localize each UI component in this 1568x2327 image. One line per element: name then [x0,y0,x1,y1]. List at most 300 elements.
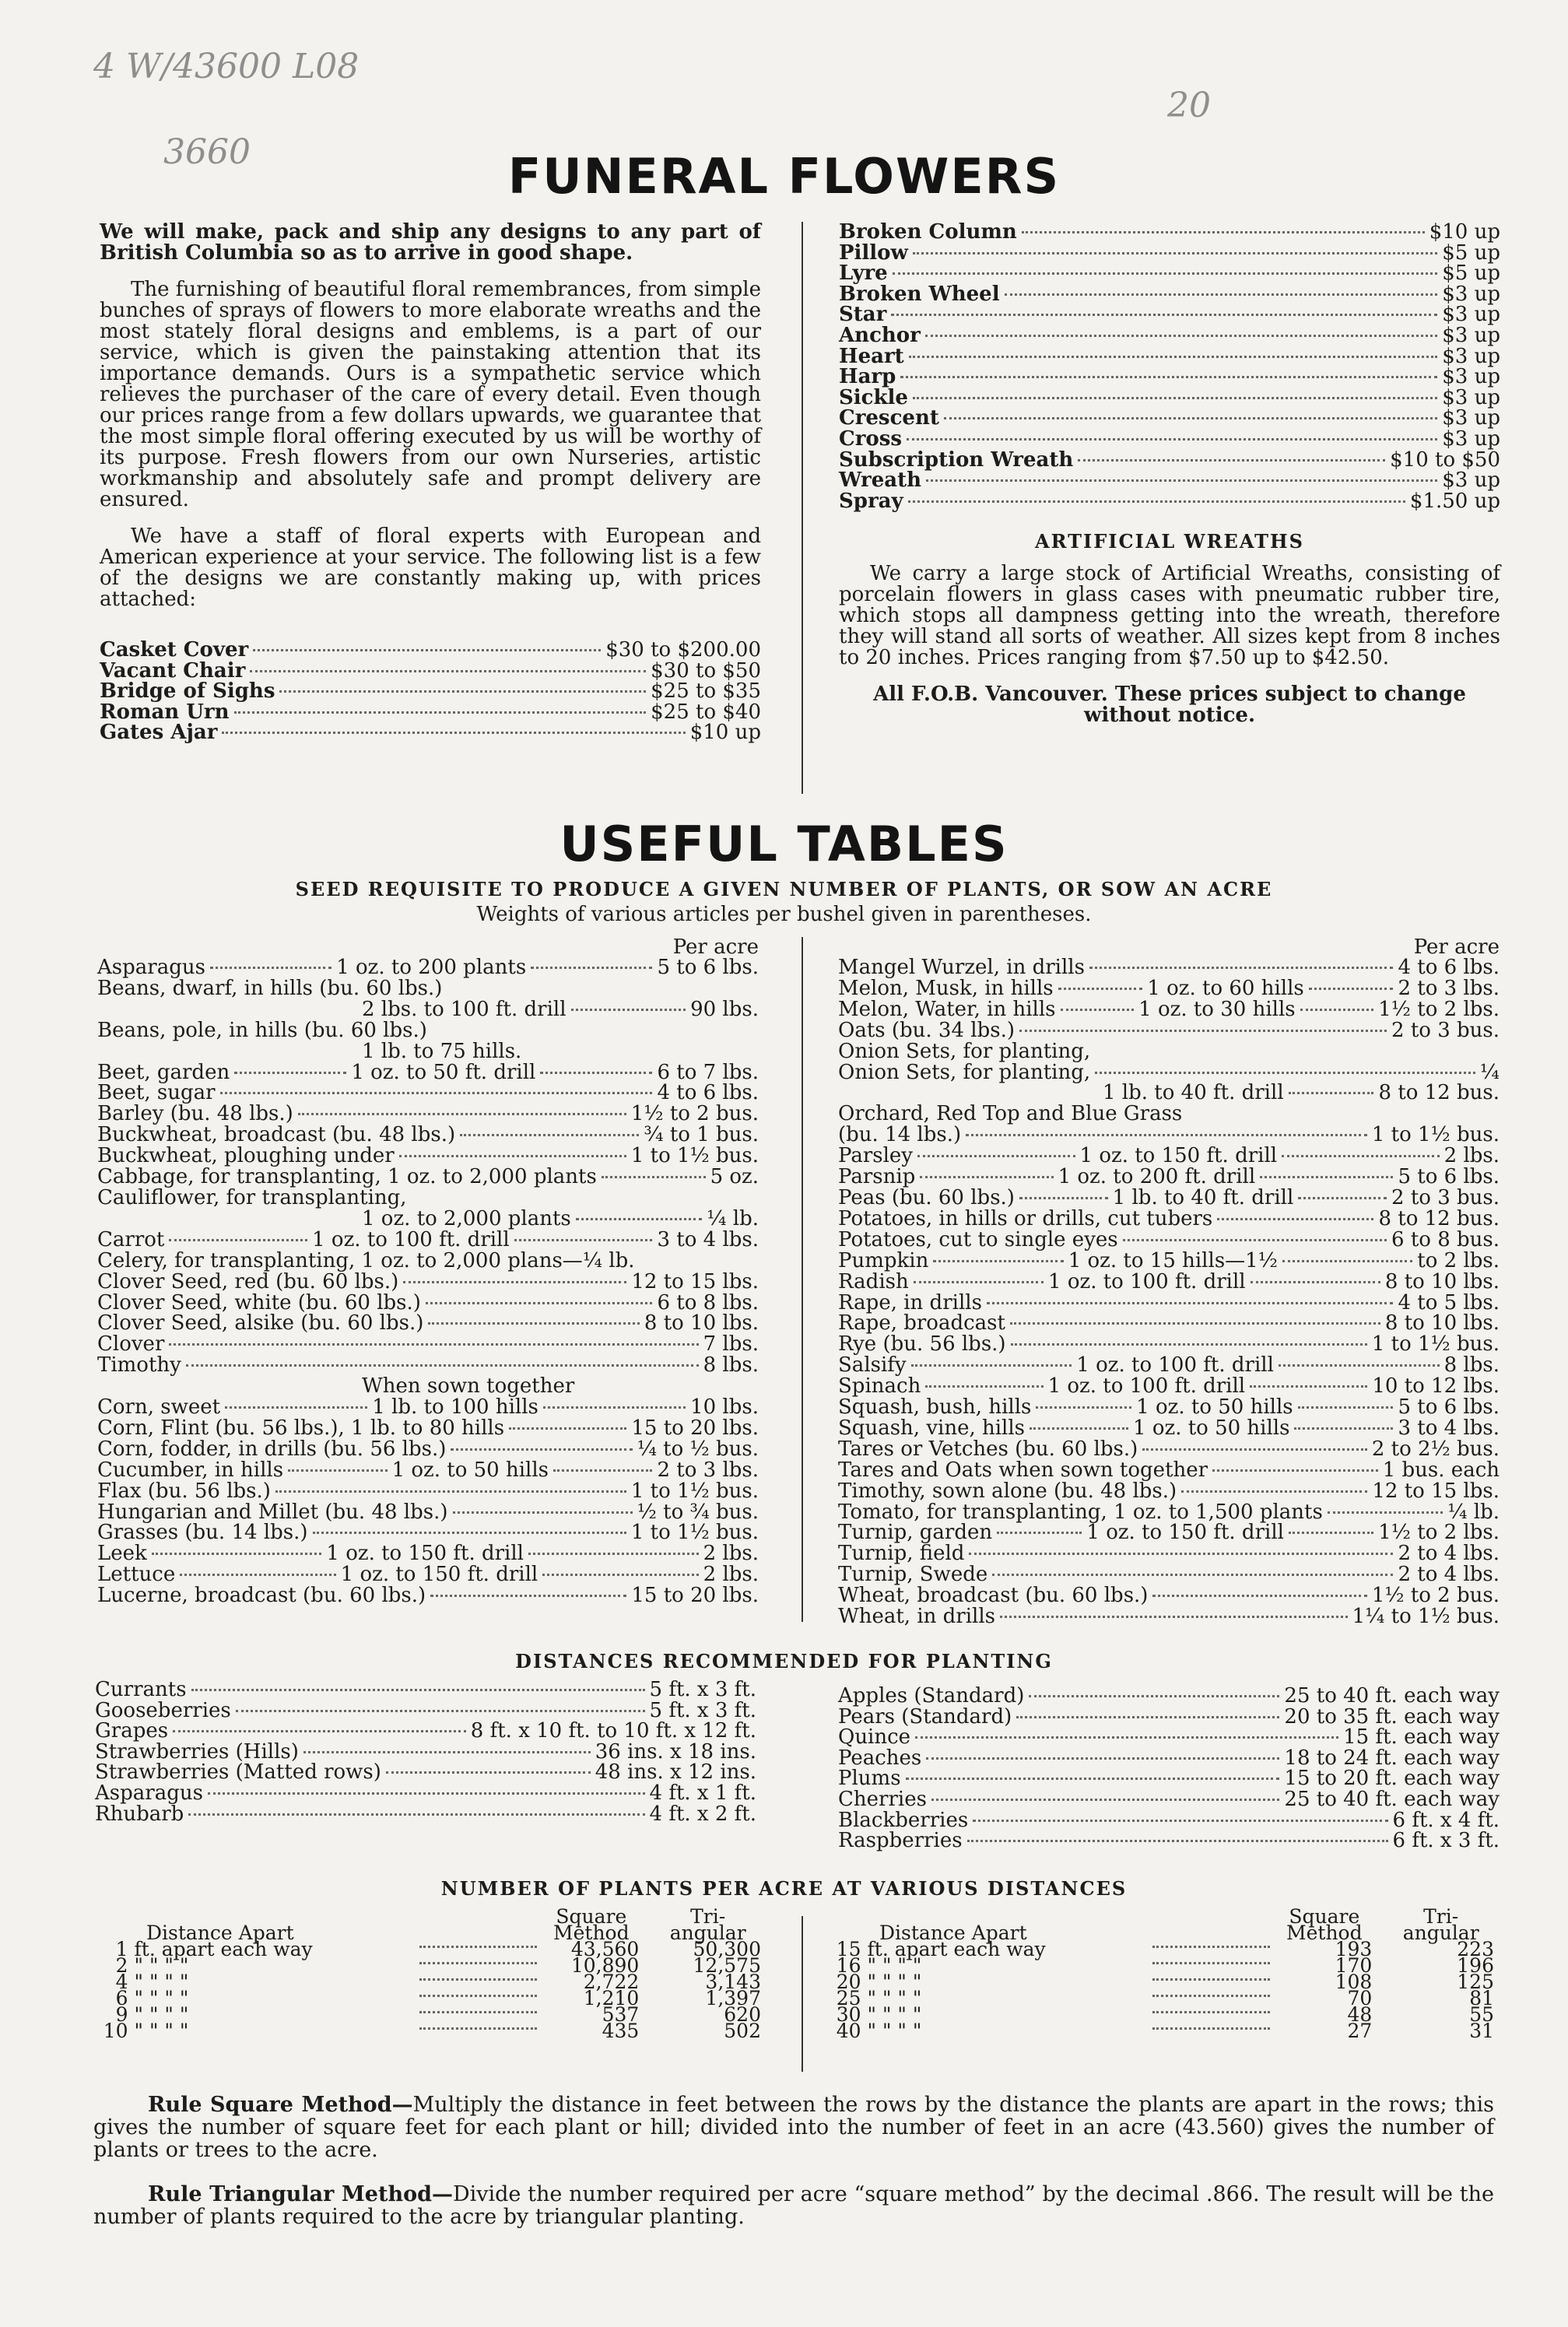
plant-name: Rhubarb [95,1802,184,1826]
leader-dots [1294,1427,1393,1430]
seed-name: Rape, in drills [838,1290,982,1314]
design-name: Anchor [839,323,921,347]
seed-amount: 6 to 8 lbs. [657,1290,759,1314]
seed-row [838,1125,1500,1146]
design-price: $5 up [1442,261,1500,286]
pencil-note: 4 W/43600 L08 [93,47,360,86]
leader-dots [1029,1695,1279,1697]
leader-dots [908,500,1405,503]
seed-row [97,1269,759,1293]
triangular-value: 620 [724,2003,761,2026]
distance-label: ft. apart each way [867,1938,1046,1960]
leader-dots [250,670,646,672]
seed-name: Asparagus [97,956,205,979]
design-name: Broken Column [839,220,1017,244]
column-divider [802,222,803,794]
leader-dots [1152,1994,1271,1997]
table-header-row [833,1908,1494,1941]
seed-amount: 8 lbs. [1443,1353,1500,1378]
leader-cell [413,1941,544,1957]
distance-label: " " " " [134,1987,189,2009]
distance-feet: 25 [836,1987,861,2009]
leader-dots [1279,1364,1440,1367]
seed-rows-right [838,957,1500,1627]
leader-dots [933,1260,1063,1262]
leader-dots [1152,2010,1271,2013]
rule-text: Divide the number required per acre “square method” by the decimal .866. The result will be the number of plants required to the acre by triangular planting. [93,2182,1494,2229]
seed-amount: 1 to 1½ bus. [630,1144,759,1168]
seed-amount: 2 to 4 lbs. [1398,1542,1500,1566]
leader-cell [1146,1990,1277,2006]
seed-amount: 2 lbs. [1443,1144,1500,1168]
plant-name: Pears (Standard) [838,1704,1012,1729]
price-row [100,658,761,683]
seed-amount: 4 to 6 lbs. [657,1081,759,1105]
distance-label: " " " " [867,1971,922,1993]
leader-cell [413,1957,544,1974]
seed-amount: 10 to 12 lbs. [1372,1374,1500,1399]
seed-amount: 1½ to 2 bus. [1371,1584,1500,1608]
seed-row [97,1481,759,1502]
seed-name: Clover [97,1332,165,1357]
spacing-value: 5 ft. x 3 ft. [649,1678,756,1701]
leader-dots [1030,1427,1128,1430]
leader-dots [1005,293,1438,296]
leader-dots [1282,1260,1412,1262]
design-price: $25 to $40 [651,700,761,724]
seed-name: Mangel Wurzel, in drills [838,956,1085,979]
leader-dots [1095,1072,1475,1074]
seed-row [97,1355,759,1376]
spacing-value: 25 to 40 ft. each way [1284,1787,1500,1811]
seed-rate: 1 oz. to 30 hills [1138,997,1296,1021]
distance-feet: 4 [115,1971,128,1993]
leader-dots [543,1406,686,1409]
leader-dots [1212,1469,1378,1472]
seed-name: Grasses (bu. 14 lbs.) [97,1521,308,1545]
seed-name: Barley (bu. 48 lbs.) [97,1102,293,1126]
design-price: $3 up [1442,323,1500,347]
seed-row [97,1502,759,1523]
seed-amount: 2 to 3 lbs. [1398,976,1500,1000]
seed-name: Orchard, Red Top and Blue Grass [838,1102,1183,1126]
leader-dots [602,1176,706,1178]
seed-amount: 1 to 1½ bus. [630,1479,759,1503]
spacing-value: 15 ft. each way [1343,1725,1500,1750]
price-row [100,722,761,743]
seed-name: Onion Sets, for planting, [838,1039,1091,1063]
seed-row [838,1248,1500,1272]
seed-amount: 6 to 7 lbs. [657,1060,759,1084]
seed-amount: 8 to 12 bus. [1378,1206,1500,1230]
leader-dots [917,1155,1075,1157]
seed-row [838,1355,1500,1376]
distance-feet: 40 [836,2020,861,2042]
table-row [100,1990,761,2006]
leader-dots [1016,1716,1279,1718]
seed-name: Melon, Musk, in hills [838,976,1054,1000]
seed-amount: 1½ to 2 bus. [630,1102,759,1126]
leader-dots [540,1072,652,1074]
leader-dots [893,272,1438,275]
seed-amount: 5 to 6 lbs. [1398,1165,1500,1189]
seed-name: Salsify [838,1353,907,1378]
seed-rate: 1 oz. to 150 ft. drill [1086,1521,1284,1545]
distance-feet: 2 [115,1954,128,1977]
seed-name: Tares or Vetches (bu. 60 lbs.) [838,1437,1138,1461]
price-row [100,681,761,702]
table-row [100,1941,761,1957]
plant-name: Grapes [95,1719,169,1743]
leader-cell [413,2023,544,2039]
leader-dots [1019,1030,1387,1032]
seed-row [97,1460,759,1481]
leader-dots [1011,1343,1367,1346]
leader-dots [913,252,1437,254]
design-name: Roman Urn [100,700,230,724]
leader-dots [973,1820,1387,1822]
seed-rate: When sown together [362,1374,575,1399]
pencil-note: 3660 [163,132,251,172]
spacing-value: 8 ft. x 10 ft. to 10 ft. x 12 ft. [470,1719,756,1743]
seed-row [97,1397,759,1418]
square-value: 43,560 [570,1938,640,1960]
leader-dots [403,1281,626,1283]
leader-dots [222,732,685,734]
leader-dots [1152,1961,1271,1964]
plant-name: Plums [838,1767,901,1791]
leader-dots [298,1113,626,1115]
seed-row [97,1585,759,1606]
leader-dots [253,649,601,651]
leader-dots [1019,1197,1108,1199]
seed-row [838,1606,1500,1627]
design-price: $5 up [1442,240,1500,265]
seed-amount: 8 to 12 bus. [1378,1081,1500,1105]
seed-amount: 5 to 6 lbs. [657,956,759,979]
seed-name: Corn, fodder, in drills (bu. 56 lbs.) [97,1437,447,1461]
price-row [839,408,1500,429]
distance-feet: 16 [836,1954,861,1977]
table-row [833,1941,1494,1957]
design-price: $3 up [1442,303,1500,327]
distance-rows-left [95,1679,756,1824]
leader-dots [906,1778,1280,1780]
leader-dots [907,438,1437,440]
plant-name: Strawberries (Hills) [95,1739,299,1764]
distance-row [838,1727,1500,1748]
spacing-value: 5 ft. x 3 ft. [649,1698,756,1722]
seed-rate: 1 oz. to 50 hills [391,1458,549,1482]
leader-dots [234,1072,346,1074]
leader-dots [1000,1616,1348,1618]
triangular-value: 31 [1469,2020,1494,2042]
distance-row [95,1762,756,1783]
leader-cell [1146,1974,1277,1990]
design-price: $3 up [1442,426,1500,451]
seed-row [838,1269,1500,1293]
leader-dots [944,417,1437,419]
leader-dots [911,1364,1072,1367]
plant-name: Apples (Standard) [838,1684,1025,1708]
distance-row [838,1768,1500,1789]
square-value: 170 [1335,1954,1373,1977]
design-name: Bridge of Sighs [100,679,275,704]
leader-dots [969,1553,1393,1555]
seed-rate: 1 oz. to 50 hills [1136,1395,1293,1420]
leader-dots [931,1799,1279,1801]
seed-subheading: Weights of various articles per bushel given in parentheses. [476,903,1092,926]
plant-name: Gooseberries [95,1698,231,1722]
seed-amount: 12 to 15 lbs. [1372,1479,1500,1503]
seed-rate: 1 lb. to 40 ft. drill [1103,1081,1284,1105]
distance-feet: 15 [836,1938,861,1960]
seed-name: Lettuce [97,1563,176,1587]
leader-dots [210,967,331,969]
seed-row [838,1585,1500,1606]
funeral-right-column [839,222,1500,742]
design-name: Subscription Wreath [839,447,1074,472]
price-row [839,426,1500,451]
plant-name: Asparagus [95,1781,203,1805]
seed-name: Parsley [838,1144,913,1168]
leader-dots [1289,1532,1373,1534]
leader-dots [509,1427,626,1430]
leader-dots [169,1343,698,1346]
square-value: 10,890 [570,1954,640,1977]
seed-row [97,1334,759,1355]
leader-dots [900,376,1437,378]
per-acre-label: Per acre [672,935,759,959]
price-row [839,304,1500,325]
leader-dots [152,1553,322,1555]
seed-row [97,1125,759,1146]
seed-amount: 2 to 3 lbs. [657,1458,759,1482]
triangular-value: 81 [1469,1987,1494,2009]
design-name: Pillow [839,240,908,265]
leader-dots [453,1511,633,1514]
price-row [839,367,1500,388]
distance-row [838,1686,1500,1707]
design-name: Star [839,303,887,327]
plants-table-left [100,1905,769,2042]
seed-row [97,1185,759,1209]
design-name: Casket Cover [100,638,249,662]
seed-name: Hungarian and Millet (bu. 48 lbs.) [97,1500,448,1524]
seed-name: Carrot [97,1227,165,1251]
design-price: $30 to $50 [651,658,761,683]
seed-row [97,1104,759,1125]
leader-dots [514,1239,653,1241]
plant-name: Peaches [838,1746,922,1770]
leader-dots [925,335,1437,337]
seed-name: Onion Sets, for planting, [838,1060,1091,1084]
distance-row [95,1783,756,1804]
leader-dots [913,397,1437,399]
design-price: $30 to $200.00 [605,638,761,662]
plants-table-right [833,1905,1502,2042]
seed-name: Tares and Oats when sown together [838,1458,1208,1482]
leader-dots [419,1978,538,1981]
rule-square-method [93,2094,1494,2161]
seed-amount: 1 bus. each [1382,1458,1500,1482]
price-row [839,222,1500,243]
seed-row [838,1062,1500,1083]
spacing-value: 25 to 40 ft. each way [1284,1684,1500,1708]
seed-row [97,1290,759,1314]
leader-cell [413,1990,544,2006]
seed-name: Beans, pole, in hills (bu. 60 lbs.) [97,1018,427,1042]
triangular-value: 502 [724,2020,761,2042]
distance-feet: 1 [115,1938,128,1960]
leader-dots [460,1134,639,1136]
leader-dots [1142,1448,1367,1451]
seed-row [97,1439,759,1460]
leader-dots [419,1961,538,1964]
seed-name: Wheat, in drills [838,1605,996,1629]
seed-rate: 1 oz. to 100 ft. drill [1076,1353,1274,1378]
seed-name: Buckwheat, ploughing under [97,1144,395,1168]
distance-feet: 6 [115,1987,128,2009]
seed-row [838,1418,1500,1439]
spacing-value: 36 ins. x 18 ins. [595,1739,756,1764]
distance-row [838,1748,1500,1769]
plants-table [100,1905,761,2042]
seed-row [838,1104,1500,1125]
leader-dots [1282,1155,1440,1157]
seed-row [97,957,759,978]
distance-row [95,1721,756,1742]
seed-row [838,1481,1500,1502]
design-price-list-right [839,222,1500,511]
seed-amount: 15 to 20 lbs. [631,1584,759,1608]
spacing-value: 15 to 20 ft. each way [1284,1767,1500,1791]
leader-dots [997,1532,1082,1534]
price-row [839,491,1500,512]
leader-dots [571,1009,686,1011]
leader-dots [1022,231,1425,233]
spacing-value: 4 ft. x 2 ft. [649,1802,756,1826]
design-price: $10 up [1429,220,1500,244]
leader-dots [914,1281,1044,1283]
artificial-wreaths-text: We carry a large stock of Artificial Wreaths, consisting of porcelain flowers in glass cases with pneumatic rubber tire, which stops all dampness getting into the wreath, therefore they will stand all sorts of weather. All sizes kept from 8 inches to 20 inches. Prices ranging from $7.50 up to $42.50. [839,562,1500,670]
seed-amount: 2 lbs. [703,1563,759,1587]
seed-name: Squash, vine, hills [838,1416,1026,1440]
leader-dots [992,1574,1393,1576]
seed-amount: 1½ to 2 lbs. [1378,997,1500,1021]
distance-label: " " " " [134,2020,189,2042]
leader-dots [1300,1009,1374,1011]
leader-dots [234,711,647,714]
triangular-value: 55 [1469,2003,1494,2026]
seed-row [838,1397,1500,1418]
leader-dots [1298,1406,1394,1409]
seed-name: Timothy [97,1353,181,1378]
seed-name: Cucumber, in hills [97,1458,284,1482]
design-name: Lyre [839,261,888,286]
seed-name: Leek [97,1542,147,1566]
seed-name: Corn, sweet [97,1395,221,1420]
leader-dots [313,1532,626,1534]
seed-row [838,1543,1500,1564]
seed-amount: 2 to 3 bus. [1391,1018,1500,1042]
table-row [100,1974,761,1990]
design-price: $3 up [1442,365,1500,389]
seed-name: Celery, for transplanting, 1 oz. to 2,000 plans—¼ lb. [97,1248,635,1272]
table-header-row [100,1908,761,1941]
distance-apart-header: Distance Apart [146,1922,294,1944]
leader-dots [891,314,1437,316]
seed-row [838,1146,1500,1167]
seed-rate: 1 oz. to 150 ft. drill [340,1563,538,1587]
plants-per-acre-heading: NUMBER OF PLANTS PER ACRE AT VARIOUS DISTANCES [440,1877,1128,1900]
seed-row [838,1313,1500,1334]
seed-name: Rye (bu. 56 lbs.) [838,1332,1006,1357]
triangular-value: 12,575 [693,1954,761,1977]
leader-cell [413,2006,544,2023]
distances-left [95,1679,756,1824]
price-row [839,240,1500,265]
seed-table-left [97,937,759,1606]
design-price: $3 up [1442,469,1500,493]
seed-row [838,1460,1500,1481]
seed-amount: 2 to 3 bus. [1391,1185,1500,1209]
distance-feet: 20 [836,1971,861,1993]
design-price: $3 up [1442,344,1500,368]
price-row [839,263,1500,284]
seed-table-right [838,937,1500,1627]
leader-dots [173,1730,466,1732]
seed-amount: 8 to 10 lbs. [1384,1269,1500,1293]
seed-name: Potatoes, in hills or drills, cut tubers [838,1206,1213,1230]
distance-label: " " " " [867,2003,922,2026]
seed-amount: 4 to 5 lbs. [1398,1290,1500,1314]
square-value: 70 [1347,1987,1373,2009]
seed-name: Clover Seed, white (bu. 60 lbs.) [97,1290,421,1314]
leader-dots [542,1574,698,1576]
seed-rate: 1 oz. to 100 ft. drill [312,1227,510,1251]
seed-row [97,1248,759,1272]
spacing-value: 6 ft. x 3 ft. [1392,1829,1500,1853]
seed-row [838,1227,1500,1251]
per-acre-label: Per acre [1413,935,1500,959]
seed-amount: 8 to 10 lbs. [644,1311,759,1335]
leader-dots [1260,1176,1393,1178]
triangular-value: 50,300 [693,1938,761,1960]
design-price: $3 up [1442,385,1500,409]
seed-amount: 8 to 10 lbs. [1384,1311,1500,1335]
staff-paragraph: We have a staff of floral experts with European and American experience at your service. The following list is a few of the designs we are constantly making up, with prices attached: [100,525,761,611]
triangular-value: 223 [1457,1938,1494,1960]
design-name: Sickle [839,385,908,409]
design-name: Cross [839,426,903,451]
leader-dots [1061,1009,1135,1011]
triangular-value: 1,397 [705,1987,761,2009]
lead-paragraph: We will make, pack and ship any designs to any part of British Columbia so as to arrive in good shape. [100,220,761,265]
price-row [839,447,1500,472]
seed-amount: 1 to 1½ bus. [630,1521,759,1545]
useful-tables-title: USEFUL TABLES [559,816,1009,872]
seed-row [838,1522,1500,1543]
seed-rate: 1 oz. to 2,000 plants [362,1206,571,1230]
leader-dots [1181,1490,1367,1493]
distance-apart-header: Distance Apart [879,1922,1027,1944]
plant-name: Cherries [838,1787,927,1811]
leader-dots [1152,1978,1271,1981]
seed-row [97,1418,759,1439]
leader-dots [426,1302,653,1304]
table-row [833,1990,1494,2006]
